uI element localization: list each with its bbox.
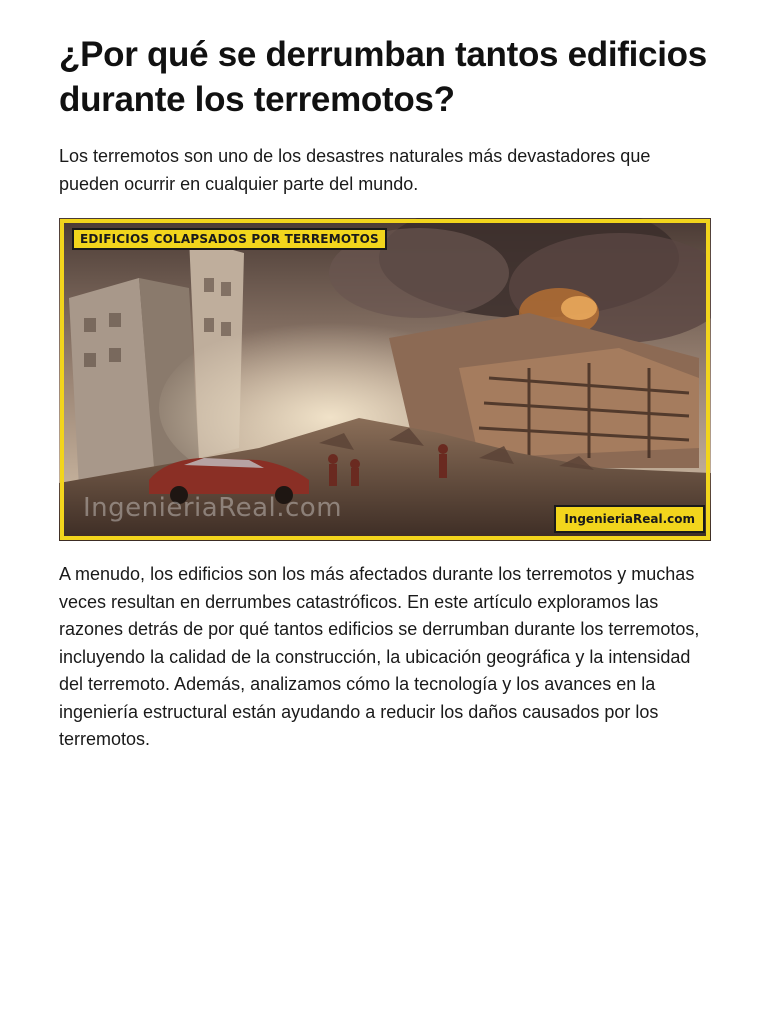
illustration-watermark: IngenieriaReal.com	[83, 493, 343, 523]
article-title: ¿Por qué se derrumban tantos edificios durante los terremotos?	[59, 35, 707, 119]
illustration-caption-label: EDIFICIOS COLAPSADOS POR TERREMOTOS	[72, 228, 387, 250]
article-illustration	[59, 218, 711, 541]
article	[59, 0, 711, 754]
article-intro: Los terremotos son uno de los desastres naturales más devastadores que pueden ocurrir en cualquier parte del mundo.	[59, 146, 651, 194]
illustration-brand-label: IngenieriaReal.com	[554, 505, 705, 533]
article-body: A menudo, los edificios son los más afectados durante los terremotos y muchas veces resultan en derrumbes catastróficos. En este artículo exploramos las razones detrás de por qué tantos edificios se derrumban durante los terremotos, incluyendo la calidad de la construcción, la ubicación geográfica y la intensidad del terremoto. Además, analizamos cómo la tecnología y los avances en la ingeniería estructural están ayudando a reducir los daños causados por los terremotos.	[59, 564, 700, 749]
